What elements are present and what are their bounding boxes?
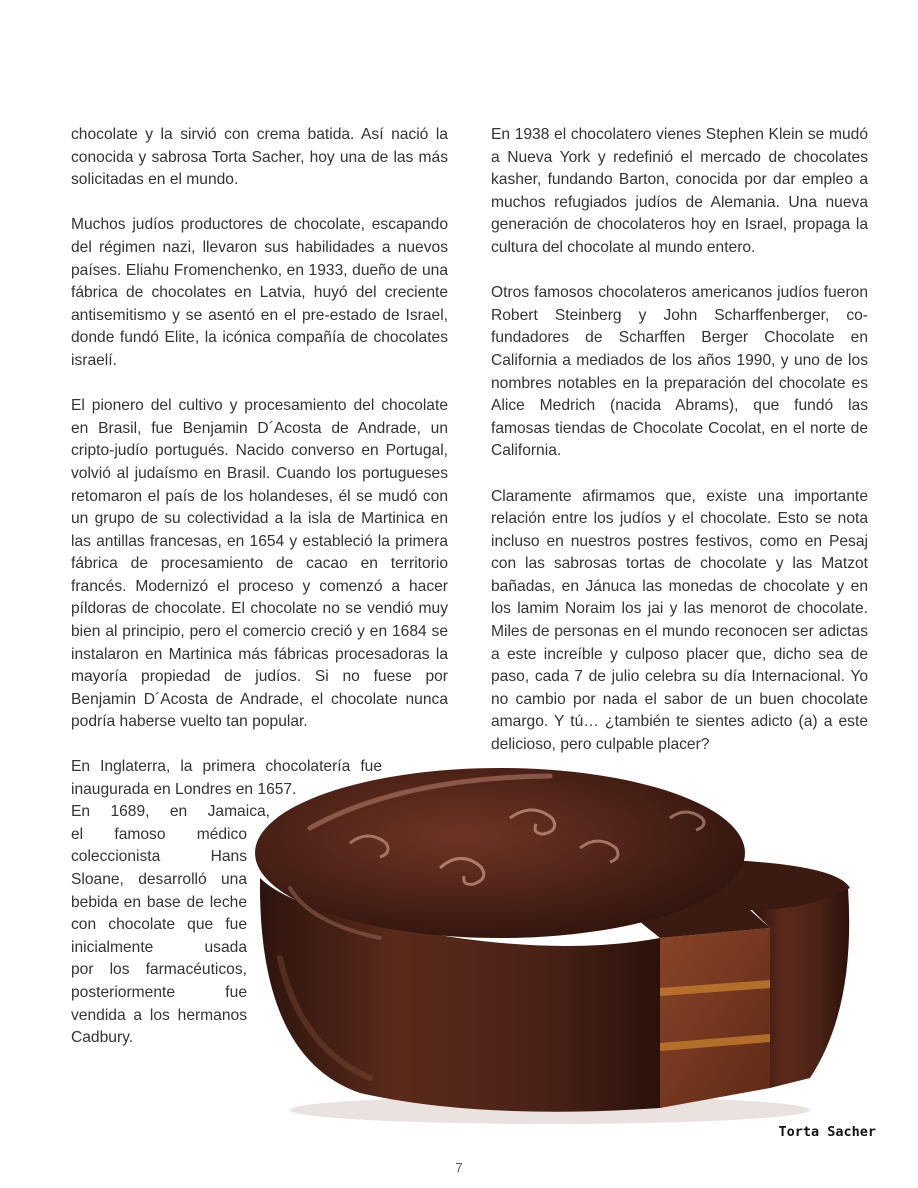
wrap-line: el famoso médico bbox=[71, 825, 247, 843]
image-caption: Torta Sacher bbox=[778, 1124, 876, 1140]
right-paragraph-3: Claramente afirmamos que, existe una importante relación entre los judíos y el chocolate. Esto se nota incluso en nuestros postres festivos, como en Pesaj con las sabrosas tortas de chocolate y las Matzot bañadas, en Jánuca las monedas de chocolate y en los lamim Noraim los jai y las menorot de chocolate. Miles de personas en el mundo reconocen ser adictas a este increíble y culposo placer que, dicho sea de paso, cada 7 de julio celebra su día Internacional. Yo no cambio por nada el sabor de un buen chocolate amargo. Y tú… ¿también te sientes adicto (a) a este delicioso, pero culpable placer? bbox=[491, 487, 868, 754]
wrap-line: Cadbury. bbox=[71, 1029, 134, 1047]
wrap-line: posteriormente fue bbox=[71, 983, 247, 1001]
torta-sacher-image bbox=[250, 758, 870, 1128]
left-paragraph-1: chocolate y la sirvió con crema batida. Así nació la conocida y sabrosa Torta Sacher, hoy una de las más solicitadas en el mundo. bbox=[71, 126, 448, 189]
wrap-line: En 1689, en Jamaica, bbox=[71, 803, 270, 821]
wrap-line: inaugurada en Londres en 1657. bbox=[71, 780, 297, 798]
wrap-line: inicialmente usada bbox=[71, 938, 247, 956]
page-number: 7 bbox=[455, 1160, 463, 1175]
left-column bbox=[71, 124, 448, 757]
wrap-line: En Inglaterra, la primera chocolatería fue bbox=[71, 758, 382, 775]
left-paragraph-2: Muchos judíos productores de chocolate, escapando del régimen nazi, llevaron sus habilidades a nuevos países. Eliahu Fromenchenko, en 1933, dueño de una fábrica de chocolates en Latvia, huyó del creciente antisemitismo y se asentó en el pre-estado de Israel, donde fundó Elite, la icónica compañía de chocolates israelí. bbox=[71, 216, 448, 369]
right-paragraph-1: En 1938 el chocolatero vienes Stephen Klein se mudó a Nueva York y redefinió el mercado de chocolates kasher, fundando Barton, conocida por dar empleo a muchos refugiados judíos de Alemania. Una nueva generación de chocolateros hoy en Israel, propaga la cultura del chocolate al mundo entero. bbox=[491, 126, 868, 256]
right-column bbox=[491, 124, 868, 779]
wrap-line: bebida en base de leche bbox=[71, 893, 247, 911]
wrap-line: por los farmacéuticos, bbox=[71, 961, 247, 979]
left-paragraph-3: El pionero del cultivo y procesamiento del chocolate en Brasil, fue Benjamin D´Acosta de Andrade, un cripto-judío portugués. Nacido converso en Portugal, volvió al judaísmo en Brasil. Cuando los portugueses retomaron el país de los holandeses, él se mudó con un grupo de su colectividad a la isla de Martinica en las antillas francesas, en 1654 y estableció la primera fábrica de procesamiento de cacao en territorio francés. Modernizó el proceso y comenzó a hacer píldoras de chocolate. El chocolate no se vendió muy bien al principio, pero el comercio creció y en 1684 se instalaron en Martinica más fábricas procesadoras la mayoría propiedad de judíos. Si no fuese por Benjamin D´Acosta de Andrade, el chocolate nunca podría haberse vuelto tan popular. bbox=[71, 397, 448, 731]
wrap-line: con chocolate que fue bbox=[71, 916, 247, 934]
wrap-line: Sloane, desarrolló una bbox=[71, 870, 247, 888]
wrap-line: coleccionista Hans bbox=[71, 848, 247, 866]
right-paragraph-2: Otros famosos chocolateros americanos judíos fueron Robert Steinberg y John Scharffenberger, co-fundadores de Scharffen Berger Chocolate en California a mediados de los años 1990, y uno de los nombres notables en la preparación del chocolate es Alice Medrich (nacida Abrams), que fundó las famosas tiendas de Chocolate Cocolat, en el norte de California. bbox=[491, 284, 868, 460]
wrap-line: vendida a los hermanos bbox=[71, 1006, 247, 1024]
